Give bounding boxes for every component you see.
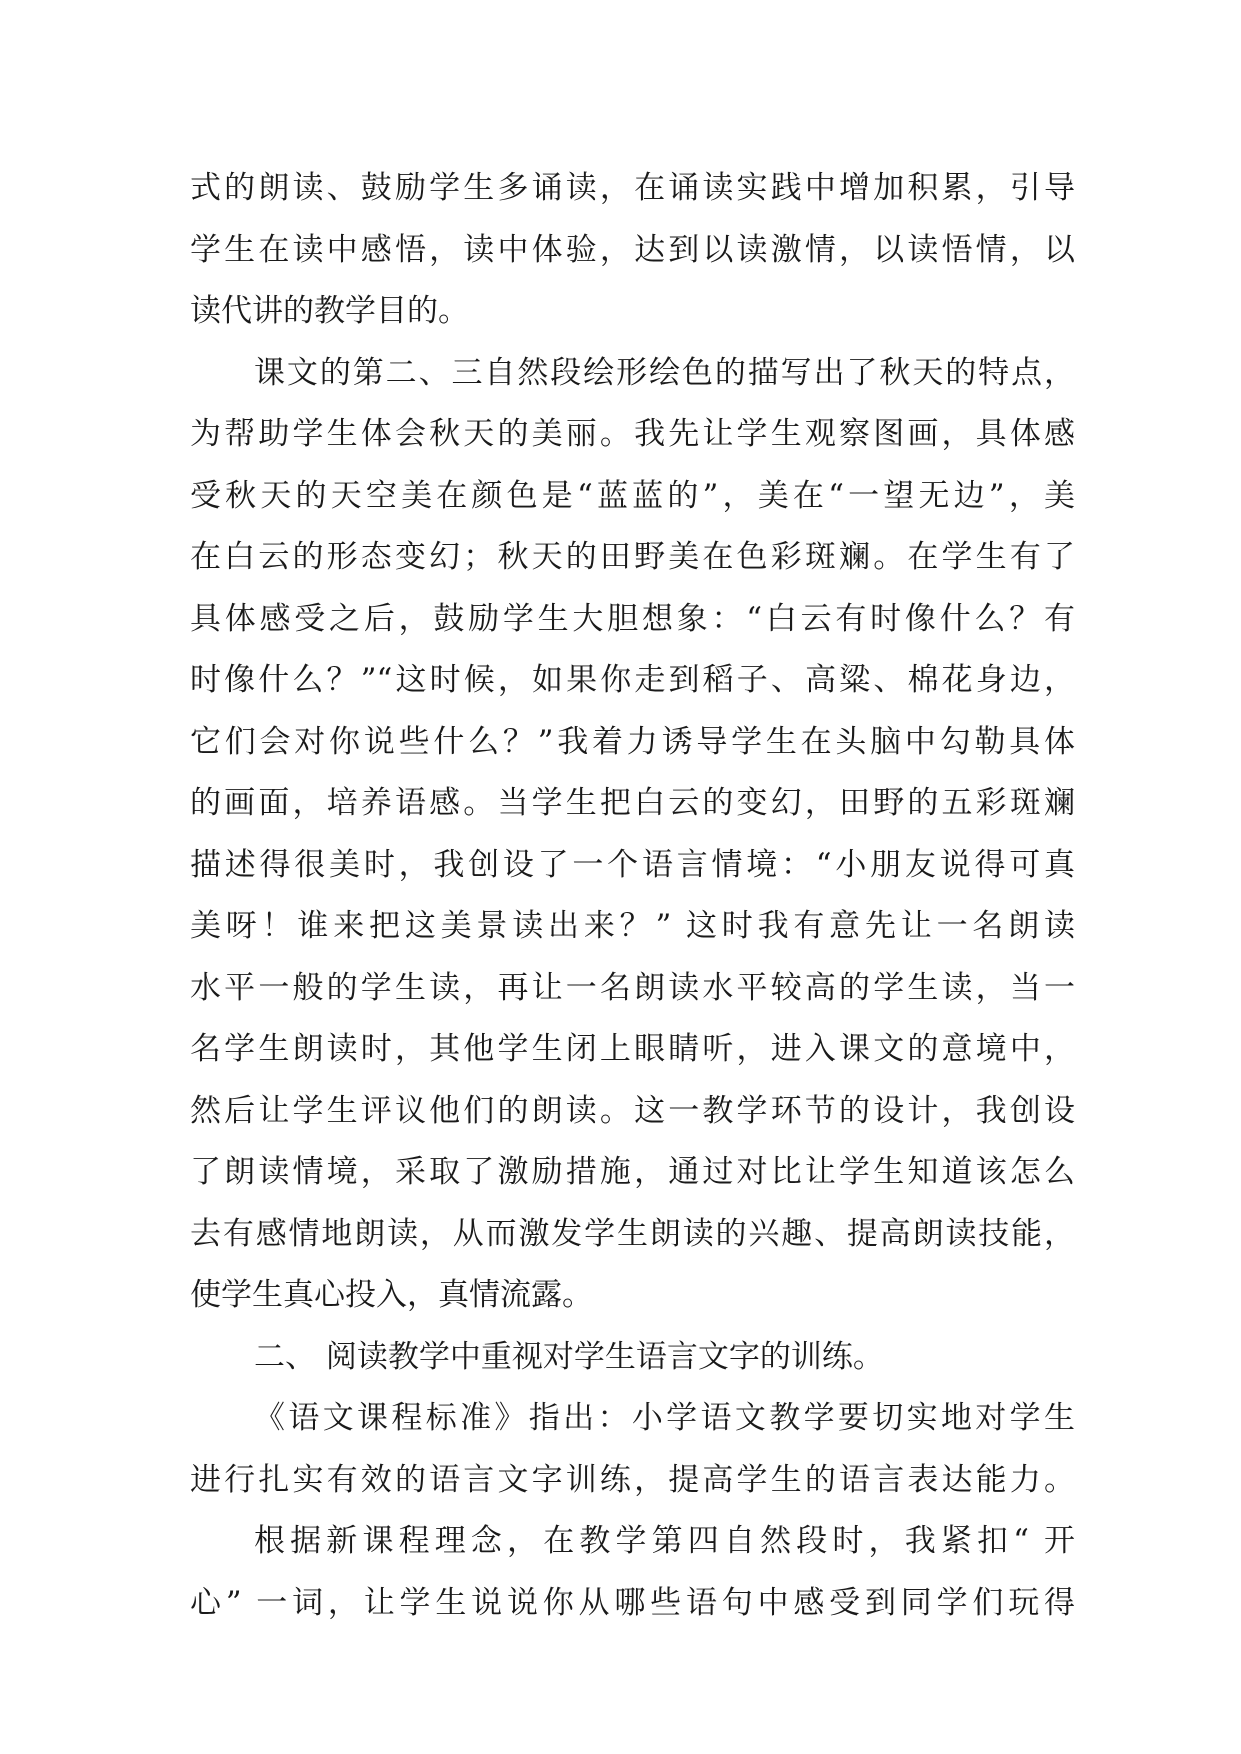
- text-line: 了朗读情境，采取了激励措施，通过对比让学生知道该怎么: [190, 1154, 1075, 1190]
- document-body: [190, 158, 1075, 1634]
- text-line: 《语文课程标准》指出：小学语文教学要切实地对学生: [254, 1400, 1075, 1436]
- text-line: 然后让学生评议他们的朗读。这一教学环节的设计，我创设: [190, 1092, 1075, 1129]
- text-line: 根据新课程理念，在教学第四自然段时，我紧扣“ 开: [254, 1523, 1075, 1559]
- text-line: 的画面，培养语感。当学生把白云的变幻，田野的五彩斑斓: [190, 785, 1075, 821]
- text-line: 使学生真心投入，真情流露。: [190, 1277, 593, 1313]
- text-line: 它们会对你说些什么？”我着力诱导学生在头脑中勾勒具体: [190, 723, 1075, 760]
- text-line: 进行扎实有效的语言文字训练，提高学生的语言表达能力。: [190, 1461, 1075, 1498]
- text-line: 课文的第二、三自然段绘形绘色的描写出了秋天的特点，: [254, 354, 1075, 391]
- text-line: 美呀！谁来把这美景读出来？” 这时我有意先让一名朗读: [190, 908, 1075, 944]
- text-line: 心” 一词，让学生说说你从哪些语句中感受到同学们玩得: [190, 1584, 1075, 1621]
- text-line: 去有感情地朗读，从而激发学生朗读的兴趣、提高朗读技能，: [190, 1215, 1075, 1252]
- text-line: 描述得很美时，我创设了一个语言情境：“小朋友说得可真: [190, 846, 1075, 883]
- text-line: 时像什么？”“这时候，如果你走到稻子、高粱、棉花身边，: [190, 662, 1075, 698]
- text-line: 读代讲的教学目的。: [190, 293, 469, 329]
- text-line: 名学生朗读时，其他学生闭上眼睛听，进入课文的意境中，: [190, 1031, 1075, 1067]
- text-line: 具体感受之后，鼓励学生大胆想象：“白云有时像什么？有: [190, 600, 1075, 637]
- text-line: 受秋天的天空美在颜色是“蓝蓝的”，美在“一望无边”，美: [190, 477, 1075, 514]
- text-line: 在白云的形态变幻；秋天的田野美在色彩斑斓。在学生有了: [190, 539, 1075, 575]
- text-line: 为帮助学生体会秋天的美丽。我先让学生观察图画，具体感: [190, 416, 1075, 452]
- text-line: 式的朗读、鼓励学生多诵读，在诵读实践中增加积累，引导: [190, 170, 1075, 206]
- text-line: 学生在读中感悟，读中体验，达到以读激情，以读悟情，以: [190, 231, 1075, 268]
- text-line: 水平一般的学生读，再让一名朗读水平较高的学生读，当一: [190, 969, 1075, 1006]
- text-line: 二、 阅读教学中重视对学生语言文字的训练。: [254, 1338, 884, 1375]
